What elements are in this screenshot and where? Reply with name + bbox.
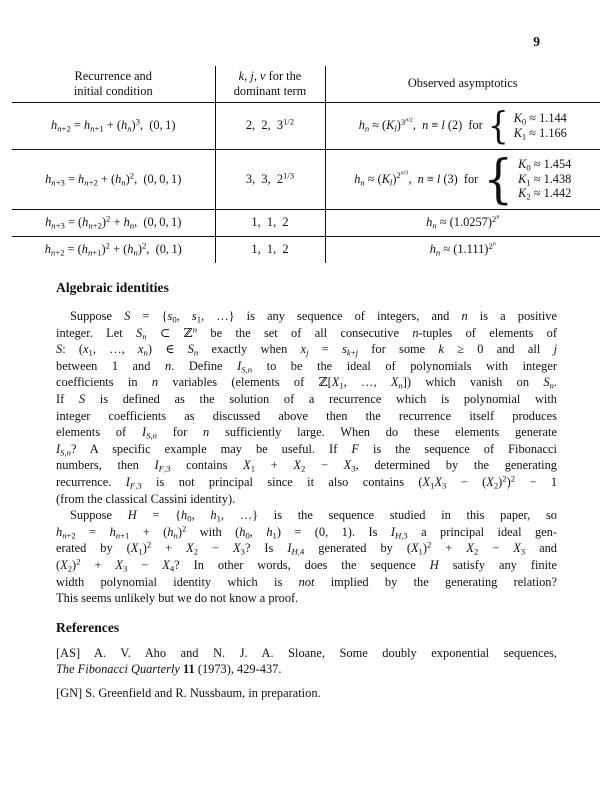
cell-asymptotics: $h_n \approx (1.111)^{2^n}$ [325,236,600,263]
page-number: 9 [533,34,540,49]
cell-recurrence: $h_{n+3} = (h_{n+2})^2 + h_n$, (0, 0, 1) [12,209,215,236]
cell-recurrence: $h_{n+2} = (h_{n+1})^2 + (h_n)^2$, (0, 1) [44,240,182,258]
cell-kjv: 3, 3, $2^{1/3}$ [215,149,325,209]
text-line: width polynomial identity which is not implied by the generating relation? [56,574,557,589]
text-line: integer coefficients as discussed above then the recurrence itself produces [56,408,557,423]
left-brace: { [487,103,509,148]
cell-asymptotics [325,149,600,209]
text-line: If S is defined as the solution of a recurrence which is polynomial with [56,391,557,406]
text-line: $(X_2)^2 + X_3 - X_4$? In other words, does the sequence H satisfy any finite [56,556,557,574]
table-header-asymptotics: Observed asymptotics [325,66,600,102]
table-row [12,236,600,263]
text-line: numbers, then $I_{F,3}$ contains $X_1 + X_2 - X_3$, determined by the generating [56,458,557,474]
constant-cases [518,157,571,201]
text-line: The Fibonacci Quarterly 11 (1973), 429-437. [56,662,282,677]
paragraph-1 [56,308,557,507]
text-line: $h_{n+2} = h_{n+1} + (h_n)^2$ with ($h_0$, $h_1) = (0$, 1). Is $I_{H,3}$ a principal ideal gen- [56,523,558,541]
table-header-kjv: k, j, ν for the dominant term [215,66,325,102]
text-line: between 1 and n. Define $I_{S,n}$ to be the ideal of polynomials with integer [56,358,557,375]
cell-recurrence: $h_{n+2} = h_{n+1} + (h_n)^3$, (0, 1) [12,102,215,149]
section-heading-algebraic-identities: Algebraic identities [56,280,169,295]
text-line: erated by $(X_1)^2 + X_2 - X_3$? Is $I_{H,4}$ generated by $(X_1)^2 + X_2 - X_3$ and [56,539,557,557]
text-line: Suppose $H = \{h_0$, $h_1$, …} is the sequence studied in this paper, so [70,508,558,524]
text-line: elements of $I_{S,n}$ for n sufficiently large. When do these elements generate [56,425,557,441]
paragraph-2 [56,507,557,607]
table-row [12,149,600,209]
table-row [12,102,600,149]
asymptotics-table [12,66,600,263]
text-line: recurrence. $I_{F,3}$ is not principal since it also contains $(X_1X_3 - (X_2)^2)^2 - 1$ [56,473,558,491]
cell-asymptotics: $h_n \approx (1.0257)^{2^n}$ [325,209,600,236]
asymptotic-formula: $h_n \approx (K_l)^{3^{n/2}}$, n ≡ l (2) for [358,116,483,134]
text-line: integer. Let $S_n$ ⊂ ℤ$^n$ be the set of all consecutive n-tuples of elements of [56,324,557,342]
text-line: This seems unlikely but we do not know a proof. [56,591,299,606]
text-line: (from the classical Cassini identity). [56,491,236,506]
cell-kjv: 2, 2, $3^{1/2}$ [215,102,325,149]
text-line: coefficients in n variables (elements of $ℤ[X_1$, …, $X_n$]) which vanish on $S_n$. [56,375,557,391]
reference-GN [56,685,557,702]
cell-asymptotics [325,102,600,149]
cell-kjv: 1, 1, 2 [215,209,325,236]
text-line: [AS] A. V. Aho and N. J. A. Sloane, Some doubly exponential sequences, [56,645,557,660]
text-line: [GN] S. Greenfield and R. Nussbaum, in preparation. [56,685,321,700]
case-line: $K_0 \approx 1.144$ [513,111,567,127]
case-line: $K_1 \approx 1.166$ [513,125,567,141]
case-line: $K_1 \approx 1.438$ [518,171,572,188]
constant-cases [514,111,567,140]
text-line: $I_{S,n}$? A specific example may be useful. If F is the sequence of Fibonacci [56,441,557,458]
table-row [12,209,600,236]
table-header-recurrence: Recurrence and initial condition [12,66,215,102]
body-text [56,280,557,708]
cell-recurrence: $h_{n+3} = h_{n+2} + (h_n)^2$, (0, 0, 1) [12,149,215,209]
text-line: S: ($x_1$, …, $x_n$) ∈ $S_n$ exactly when $x_j = s_{k+j}$ for some k ≥ 0 and all j [56,342,558,358]
reference-AS [56,645,557,678]
table-header-row [12,66,600,102]
left-brace: { [483,148,514,210]
asymptotic-formula: $h_n \approx (K_l)^{2^{n/3}}$, n ≡ l (3) for [354,170,479,187]
case-line: $K_0 \approx 1.454$ [518,157,572,173]
section-heading-references: References [56,619,120,635]
cell-kjv: 1, 1, 2 [215,236,325,263]
case-line: $K_2 \approx 1.442$ [518,186,572,202]
text-line: Suppose $S = \{s_0$, $s_1$, …} is any sequence of integers, and n is a positive [70,309,557,325]
